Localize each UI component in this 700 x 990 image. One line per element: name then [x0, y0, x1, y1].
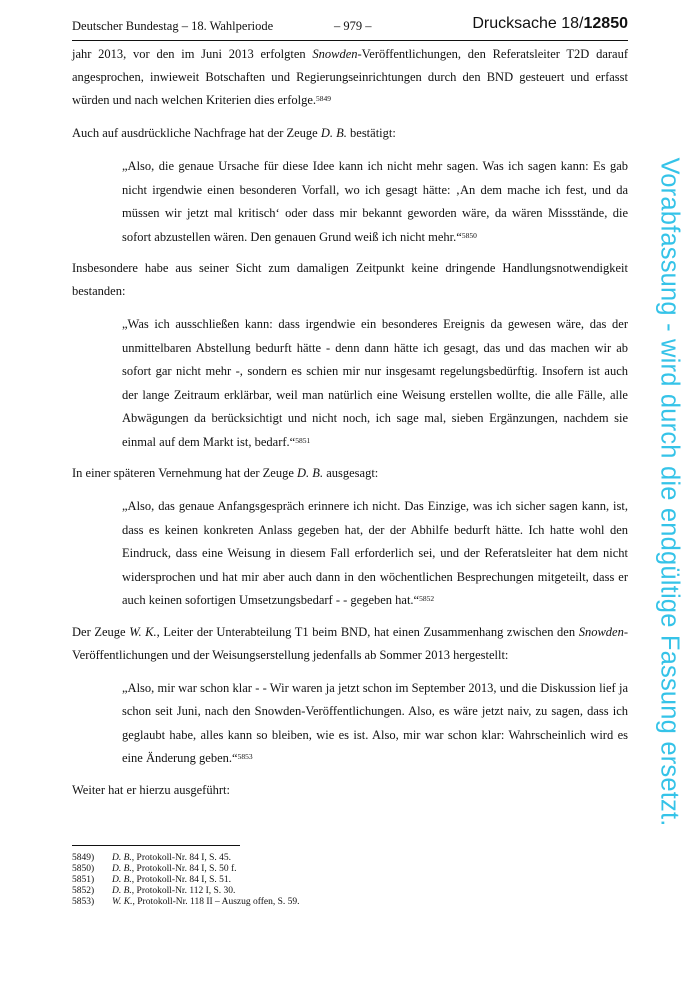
footnote: [72, 886, 300, 897]
paragraph-text: Auch auf ausdrückliche Nachfrage hat der Zeuge: [72, 126, 321, 140]
footnote-ref: 5851: [295, 435, 311, 445]
quote-4: [122, 677, 628, 771]
emphasis: Snowden: [312, 47, 358, 61]
paragraph-4: [72, 462, 628, 485]
footnote-number: 5851): [72, 875, 95, 885]
footnote-source: , Protokoll-Nr. 84 I, S. 51.: [131, 875, 232, 885]
quote-text: „Also, das genaue Anfangsgespräch erinnere ich nicht. Das Einzige, was ich sicher sagen kann, ist, dass es keinen konkreten Anlass gegeben hat, der der Abhilfe bedurft hätte. Ich hatte wohl den Eindruck, dass eine Weisung in diesem Fall erforderlich sei, und der Referatsleiter hat dem nicht widersprochen und hat mir aber auch dann in den wöchentlichen Besprechungen mitgeteilt, dass er auch keinen sofortigen Umsetzungsbedarf - - gegeben hat.“: [122, 499, 628, 607]
footnote-source: , Protokoll-Nr. 118 II – Auszug offen, S. 59.: [132, 897, 300, 907]
paragraph-1: [72, 43, 628, 112]
footnote-rule: [72, 845, 240, 846]
footnote-source: , Protokoll-Nr. 84 I, S. 50 f.: [131, 864, 237, 874]
footnote-source: , Protokoll-Nr. 84 I, S. 45.: [131, 853, 232, 863]
draft-watermark: [642, 122, 696, 862]
paragraph-text: Der Zeuge: [72, 624, 130, 639]
footnote-witness: D. B.: [112, 864, 132, 874]
footnote-ref: 5849: [316, 94, 332, 103]
emphasis: D. B.: [320, 126, 347, 140]
paragraph-6: Weiter hat er hierzu ausgeführt:: [72, 782, 230, 797]
quote-text: „Also, mir war schon klar - - Wir waren ja jetzt schon im September 2013, und die Diskussion lief ja schon seit Juni, nach den Snowden-Veröffentlichungen. Also, es wäre jetzt naiv, zu sagen, dass ich geglaubt habe, alles kann so bleiben, wie es ist. Also, mir war schon klar: Wahrscheinlich wird es eine Änderung geben.“: [122, 680, 628, 765]
footnote-number: 5852): [72, 886, 95, 896]
footnote-witness: D. B.: [112, 853, 132, 863]
paragraph-text: -Veröffentlichungen, den Referatsleiter T2D darauf angesprochen, inwieweit Botschaften und Regierungseinrichtungen durch den BND gesteuert und erfasst würden und nach welchen Kriterien dies erfolge.: [72, 47, 628, 107]
document-number-label: Drucksache 18/: [472, 15, 584, 32]
footnotes: [72, 853, 300, 908]
paragraph-text: bestätigt:: [346, 126, 396, 140]
paragraph-text: jahr 2013, vor den im Juni 2013 erfolgten: [72, 47, 313, 61]
paragraph-text: In einer späteren Vernehmung hat der Zeuge: [72, 466, 298, 480]
quote-3: [122, 495, 628, 613]
watermark-text: Vorabfassung - wird durch die endgültige Fassung ersetzt.: [655, 157, 684, 827]
footnote: [72, 875, 300, 886]
document-number-value: 12850: [583, 15, 628, 32]
header-rule: [72, 40, 628, 41]
footnote-ref: 5850: [461, 230, 477, 240]
emphasis: W. K.: [129, 624, 157, 639]
paragraph-text: ausgesagt:: [323, 466, 379, 480]
page-body: [72, 43, 628, 802]
paragraph-text: -Veröffentlichungen und der Weisungserstellung jedenfalls ab Sommer 2013 hergestellt:: [72, 624, 629, 662]
footnote-source: , Protokoll-Nr. 112 I, S. 30.: [131, 886, 236, 896]
paragraph-5: [72, 621, 628, 667]
paragraph-3: Insbesondere habe aus seiner Sicht zum damaligen Zeitpunkt keine dringende Handlungsnotwendigkeit bestanden:: [72, 261, 628, 298]
footnote-witness: D. B.: [112, 886, 132, 896]
footnote: [72, 864, 300, 875]
emphasis: D. B.: [297, 466, 324, 480]
footnote-number: 5849): [72, 853, 95, 863]
footnote-number: 5853): [72, 897, 95, 907]
header-parliament: Deutscher Bundestag – 18. Wahlperiode: [72, 19, 274, 33]
quote-2: [122, 313, 628, 454]
document-number: [472, 15, 628, 33]
footnote-number: 5850): [72, 864, 95, 874]
footnote-witness: W. K.: [112, 897, 133, 907]
page-number: – 979 –: [334, 19, 372, 33]
paragraph-2: [72, 122, 628, 145]
quote-1: [122, 155, 628, 249]
footnote-ref: 5853: [237, 752, 253, 761]
footnote: [72, 897, 300, 908]
footnote-ref: 5852: [419, 594, 435, 603]
emphasis: Snowden: [578, 624, 624, 639]
page-header: [72, 14, 628, 38]
quote-text: „Was ich ausschließen kann: dass irgendwie ein besonderes Ereignis da gewesen wäre, das der unmittelbaren Abstellung bedurft hätte - denn dann hätte ich gesagt, das und das machen wir ab sofort gar nicht mehr -, sondern es schien mir nur insgesamt regelungsbedürftig. Insofern ist auch der lange Zeitraum erklärbar, weil man natürlich eine Weisung erstellen wollte, die alle Fälle, alle Abwägungen da berücksichtigt und nicht noch, ich sage mal, sieben Ergänzungen, nachdem sie einmal auf dem Markt ist, bedarf.“: [122, 317, 628, 449]
quote-text: „Also, die genaue Ursache für diese Idee kann ich nicht mehr sagen. Was ich sagen kann: Es gab nicht irgendwie einen besonderen Vorfall, wo ich gesagt hätte: ‚An dem mache ich fest, und da müssen wir jetzt mal kritisch‘ oder dass mir bekannt geworden wäre, da wären Missstände, die sofort abzustellen wären. Den genauen Grund weiß ich nicht mehr.“: [122, 159, 628, 244]
footnote: [72, 853, 300, 864]
paragraph-text: , Leiter der Unterabteilung T1 beim BND, hat einen Zusammenhang zwischen den: [156, 624, 579, 639]
footnote-witness: D. B.: [112, 875, 132, 885]
